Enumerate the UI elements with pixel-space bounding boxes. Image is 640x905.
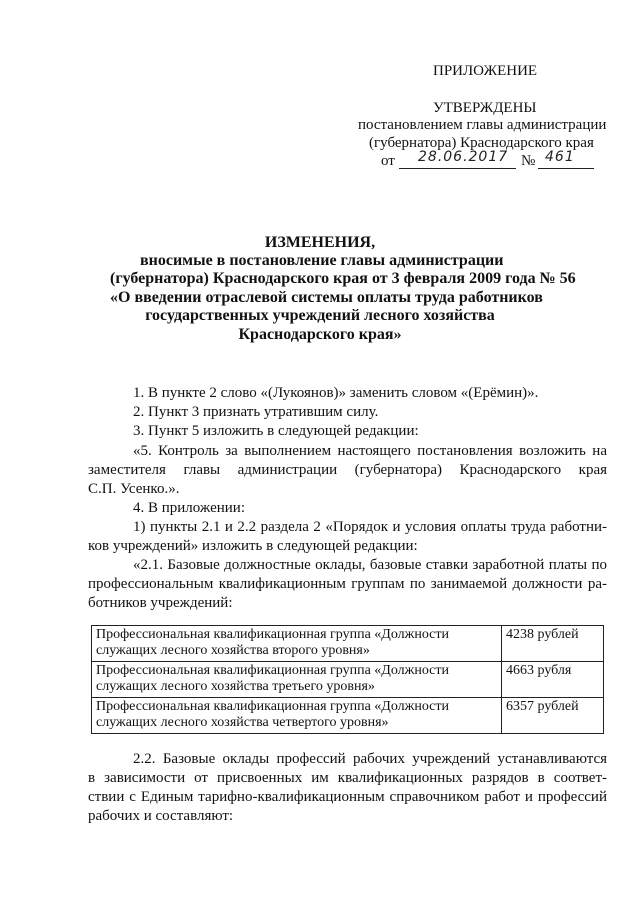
group-cell (92, 662, 502, 698)
amount-cell: 4663 рубля (502, 662, 604, 698)
salary-table (91, 625, 604, 734)
title-line-2: (губернатора) Краснодарского края от 3 февраля 2009 года № 56 (110, 270, 576, 287)
paragraph-8-line-3: ствии с Единым тарифно-квалификационным справочником работ и профессий (88, 789, 607, 805)
group-name-line-2: служащих лесного хозяйства четвертого уровня» (96, 715, 389, 730)
paragraph-6-line-1: 1) пункты 2.1 и 2.2 раздела 2 «Порядок и условия оплаты труда работни- (133, 519, 607, 535)
paragraph-6-line-2: ков учреждений» изложить в следующей редакции: (88, 538, 418, 554)
paragraph-4-line-3: С.П. Усенко.». (88, 481, 180, 497)
paragraph-8-line-4: рабочих и составляют: (88, 808, 234, 824)
number-handwritten: 461 (545, 149, 575, 165)
paragraph-3: 3. Пункт 5 изложить в следующей редакции: (133, 423, 419, 439)
paragraph-7-line-2: профессиональным квалификационным группам по занимаемой должности ра- (88, 576, 607, 592)
number-underline (538, 168, 594, 169)
paragraph-8-line-2: в зависимости от присвоенных им квалификационных разрядов в соответ- (88, 770, 607, 786)
group-name-line-1: Профессиональная квалификационная группа «Должности (96, 627, 449, 642)
date-handwritten: 28.06.2017 (418, 149, 509, 165)
date-underline (399, 168, 516, 169)
paragraph-4-line-2: заместителя главы администрации (губернатора) Краснодарского края (88, 462, 607, 478)
paragraph-5: 4. В приложении: (133, 500, 245, 516)
approved-by-line-1: постановлением главы администрации (358, 117, 607, 133)
group-name-line-1: Профессиональная квалификационная группа «Должности (96, 663, 449, 678)
group-cell (92, 626, 502, 662)
group-name-line-1: Профессиональная квалификационная группа «Должности (96, 699, 449, 714)
paragraph-7-line-1: «2.1. Базовые должностные оклады, базовые ставки заработной платы по (133, 557, 607, 573)
title-line-5: Краснодарского края» (238, 326, 402, 343)
title-line-4: государственных учреждений лесного хозяйства (145, 307, 495, 324)
paragraph-8-line-1: 2.2. Базовые оклады профессий рабочих учреждений устанавливаются (133, 751, 607, 767)
approved-by-line-2: (губернатора) Краснодарского края (369, 135, 594, 151)
group-cell (92, 698, 502, 734)
paragraph-4-line-1: «5. Контроль за выполнением настоящего постановления возложить на (133, 443, 607, 459)
group-name-line-2: служащих лесного хозяйства второго уровня» (96, 643, 370, 658)
document-title: ИЗМЕНЕНИЯ, (264, 234, 376, 251)
amount-cell: 4238 рублей (502, 626, 604, 662)
title-line-1: вносимые в постановление главы администрации (140, 252, 504, 269)
group-name-line-2: служащих лесного хозяйства третьего уровня» (96, 679, 375, 694)
approved-label: УТВЕРЖДЕНЫ (433, 100, 537, 116)
paragraph-2: 2. Пункт 3 признать утратившим силу. (133, 404, 379, 420)
table-row (92, 662, 604, 698)
number-prefix: № (521, 153, 536, 169)
table-row (92, 698, 604, 734)
appendix-label: ПРИЛОЖЕНИЕ (433, 63, 538, 79)
table-row (92, 626, 604, 662)
paragraph-7-line-3: ботников учреждений: (88, 595, 233, 611)
date-prefix: от (381, 153, 395, 169)
title-line-3: «О введении отраслевой системы оплаты труда работников (110, 289, 543, 306)
paragraph-1: 1. В пункте 2 слово «(Лукоянов)» заменить словом «(Ерёмин)». (133, 385, 539, 401)
amount-cell: 6357 рублей (502, 698, 604, 734)
